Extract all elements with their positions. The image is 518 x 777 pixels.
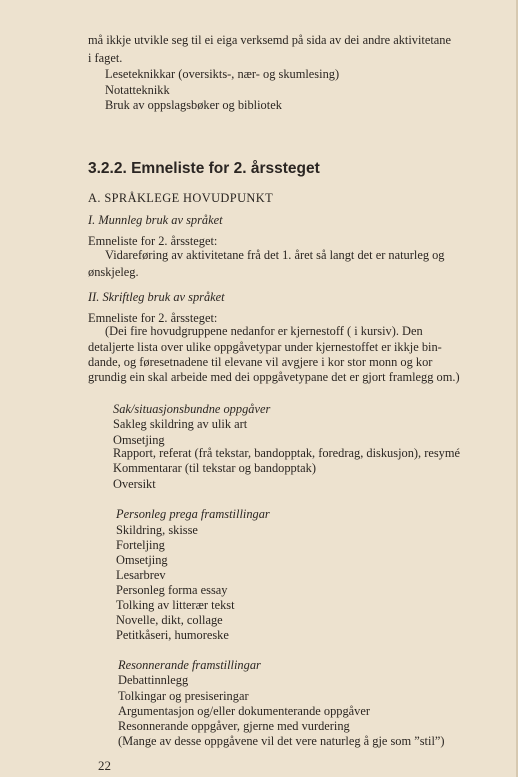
list-item: Personleg forma essay	[116, 583, 228, 597]
list-item: Resonnerande oppgåver, gjerne med vurdering	[118, 719, 350, 733]
body-line: dande, og føresetnadene til elevane vil avgjere i kor stor monn og kor	[88, 355, 433, 369]
list-item: Lesarbrev	[116, 568, 166, 582]
list-item: Oversikt	[113, 477, 156, 491]
list-item: Argumentasjon og/eller dokumenterande oppgåver	[118, 704, 370, 718]
part-a-heading: A. SPRÅKLEGE HOVUDPUNKT	[88, 191, 274, 205]
list-item: Petitkåseri, humoreske	[116, 628, 229, 642]
subsection-intro: Emneliste for 2. årssteget:	[88, 311, 218, 325]
top-item: Notatteknikk	[105, 83, 170, 97]
top-line-2: i faget.	[88, 51, 123, 65]
group-title: Sak/situasjonsbundne oppgåver	[113, 402, 271, 416]
list-item: Forteljing	[116, 538, 165, 552]
list-item: Omsetjing	[113, 433, 165, 447]
list-item: Sakleg skildring av ulik art	[113, 417, 248, 431]
group-title: Personleg prega framstillingar	[116, 507, 270, 521]
top-item: Bruk av oppslagsbøker og bibliotek	[105, 98, 282, 112]
list-item: Omsetjing	[116, 553, 168, 567]
body-line: (Dei fire hovudgruppene nedanfor er kjernestoff ( i kursiv). Den	[105, 324, 423, 338]
list-item: Novelle, dikt, collage	[116, 613, 223, 627]
top-line-1: må ikkje utvikle seg til ei eiga verksemd på sida av dei andre aktivitetane	[88, 33, 451, 47]
body-line: ønskjeleg.	[88, 265, 139, 279]
list-item: Skildring, skisse	[116, 523, 198, 537]
top-item: Leseteknikkar (oversikts-, nær- og skumlesing)	[105, 67, 340, 81]
body-line: grundig ein skal arbeide med dei oppgåvetypane det er gjort framlegg om.)	[88, 370, 460, 384]
subsection-intro: Emneliste for 2. årssteget:	[88, 234, 218, 248]
list-item: Debattinnlegg	[118, 673, 189, 687]
page-number: 22	[98, 758, 111, 773]
list-item: Rapport, referat (frå tekstar, bandopptak, foredrag, diskusjon), resymé	[113, 446, 461, 460]
list-item: Tolkingar og presiseringar	[118, 689, 249, 703]
section-heading: 3.2.2. Emneliste for 2. årssteget	[88, 160, 320, 177]
list-item: Tolking av litterær tekst	[116, 598, 235, 612]
body-line: Vidareføring av aktivitetane frå det 1. året så langt det er naturleg og	[105, 248, 445, 262]
list-item: Kommentarar (til tekstar og bandopptak)	[113, 461, 317, 475]
subsection-title-oral: I. Munnleg bruk av språket	[88, 213, 223, 227]
list-item: (Mange av desse oppgåvene vil det vere naturleg å gje som ”stil”)	[118, 734, 445, 748]
group-title: Resonnerande framstillingar	[118, 658, 261, 672]
body-line: detaljerte lista over ulike oppgåvetypar under kjernestoffet er ikkje bin-	[88, 340, 442, 354]
subsection-title-written: II. Skriftleg bruk av språket	[88, 290, 225, 304]
